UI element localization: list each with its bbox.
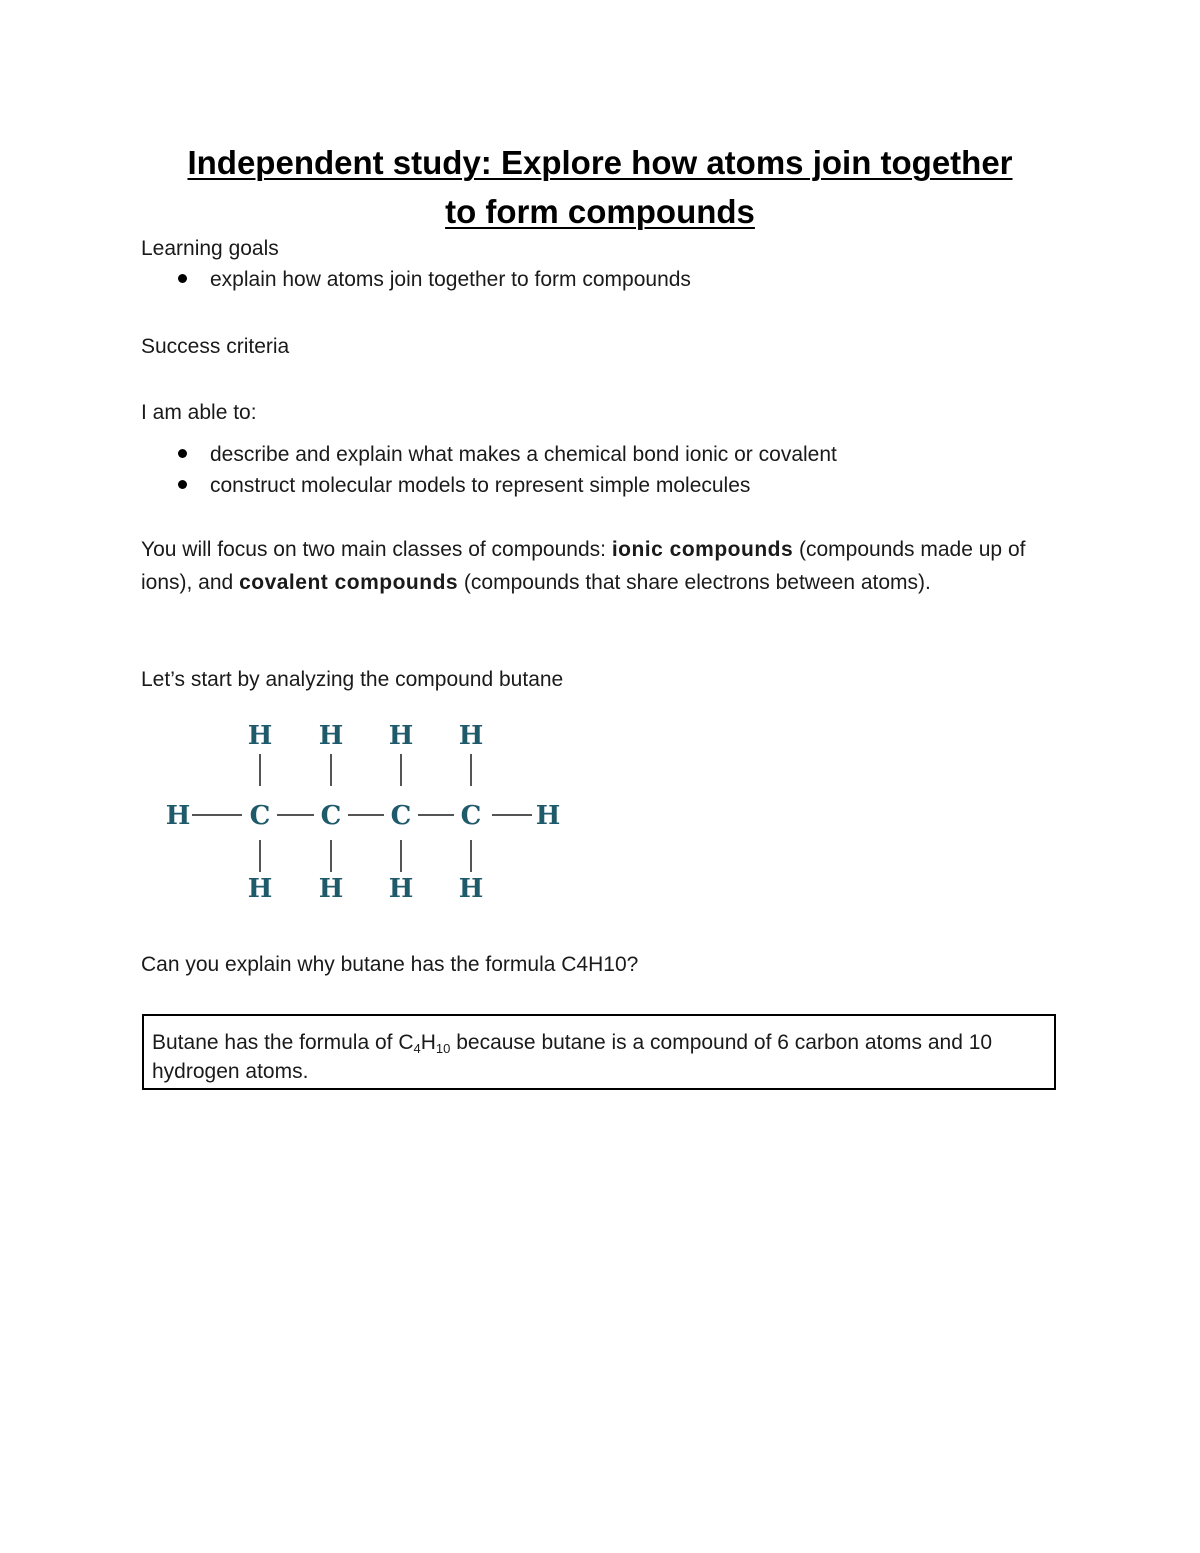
learning-goals-heading: Learning goals (141, 237, 279, 260)
bullet-icon (178, 449, 187, 458)
answer-text: because butane is a compound of 6 carbon atoms and 10 hydrogen atoms. (152, 1031, 993, 1083)
formula-question: Can you explain why butane has the formula C4H10? (141, 953, 639, 976)
hydrogen-atom: H (247, 874, 273, 904)
carbon-atom: C (320, 801, 342, 831)
bullet-icon (178, 274, 187, 283)
answer-subscript: 4 (413, 1041, 421, 1056)
success-criteria-heading: Success criteria (141, 335, 290, 358)
hydrogen-atom: H (165, 801, 191, 831)
butane-structural-formula (160, 712, 580, 912)
covalent-compounds-term: covalent compounds (239, 570, 459, 594)
success-criteria-intro: I am able to: (141, 401, 257, 424)
focus-paragraph (141, 534, 1046, 599)
carbon-atom: C (249, 801, 271, 831)
hydrogen-atom: H (388, 721, 414, 751)
focus-text: (compounds made up of ions), and (141, 538, 1026, 594)
learning-goal-text: explain how atoms join together to form compounds (210, 268, 691, 291)
ionic-compounds-term: ionic compounds (611, 538, 794, 561)
success-criteria-item (178, 470, 750, 502)
success-criteria-text: describe and explain what makes a chemical bond ionic or covalent (210, 443, 837, 466)
success-criteria-text: construct molecular models to represent simple molecules (210, 474, 751, 497)
hydrogen-atom: H (388, 874, 414, 904)
learning-goal-item (178, 264, 691, 296)
answer-subscript: 10 (435, 1041, 451, 1056)
focus-text: (compounds that share electrons between atoms). (458, 570, 931, 594)
carbon-atom: C (390, 801, 412, 831)
carbon-atom: C (460, 801, 482, 831)
focus-text: You will focus on two main classes of compounds: (141, 538, 612, 561)
bullet-icon (178, 480, 187, 489)
hydrogen-atom: H (247, 721, 273, 751)
answer-text: Butane has the formula of C (152, 1031, 414, 1054)
hydrogen-atom: H (458, 721, 484, 751)
hydrogen-atom: H (535, 801, 561, 831)
atoms (166, 721, 561, 904)
hydrogen-atom: H (318, 721, 344, 751)
hydrogen-atom: H (458, 874, 484, 904)
hydrogen-atom: H (318, 874, 344, 904)
title-line-1: Independent study: Explore how atoms join together (187, 144, 1013, 181)
butane-intro: Let’s start by analyzing the compound butane (141, 668, 564, 691)
answer-text: H (420, 1031, 436, 1054)
success-criteria-item (178, 439, 837, 471)
answer-text-box[interactable] (142, 1014, 1056, 1090)
page-title (100, 138, 1100, 236)
title-line-2: to form compounds (445, 193, 755, 230)
